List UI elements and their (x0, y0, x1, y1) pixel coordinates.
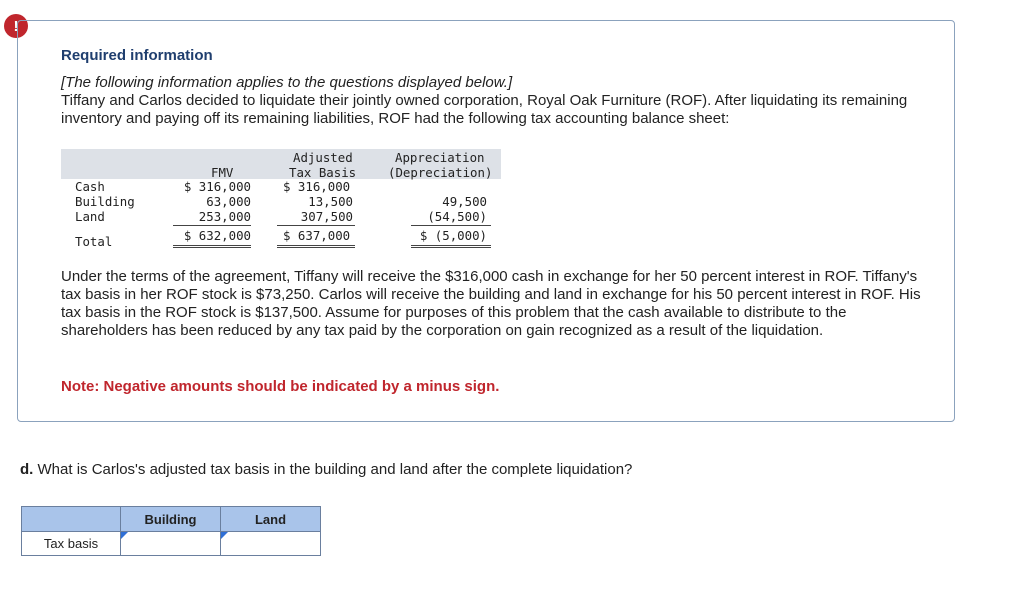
appr-total-rule-2 (411, 247, 491, 248)
row-label-tax-basis: Tax basis (22, 532, 121, 556)
building-basis: 13,500 (308, 194, 353, 209)
building-fmv: 63,000 (206, 194, 251, 209)
fmv-subtotal-rule (173, 225, 251, 226)
header-basis-line1: Adjusted (293, 150, 353, 165)
column-header-building: Building (121, 507, 221, 532)
negative-amount-note: Note: Negative amounts should be indicated by a minus sign. (61, 378, 500, 395)
total-basis: $ 637,000 (283, 228, 351, 243)
land-fmv: 253,000 (198, 209, 251, 224)
land-appr: (54,500) (427, 209, 487, 224)
alert-icon: ! (4, 14, 28, 38)
intro-italic: [The following information applies to the questions displayed below.] (61, 74, 513, 91)
input-marker-icon (221, 532, 228, 539)
agreement-paragraph: Under the terms of the agreement, Tiffany will receive the $316,000 cash in exchange for her 50 percent interest in ROF. Tiffany's tax basis in her ROF stock is $73,250. Carlos will receive the building and land in exchange for his 50 percent interest in ROF. His tax basis in the ROF stock is $137,500. Assume for purposes of this problem that the cash available to distribute to the shareholders has been reduced by any tax paid by the corporation on gain recognized as a result of the liquidation. (61, 268, 921, 339)
header-fmv: FMV (211, 165, 234, 180)
question-label: d. (20, 461, 34, 478)
input-marker-icon (121, 532, 128, 539)
fmv-total-rule-2 (173, 247, 251, 248)
basis-subtotal-rule (277, 225, 355, 226)
header-basis-line2: Tax Basis (289, 165, 357, 180)
header-appr-line1: Appreciation (395, 150, 485, 165)
row-label-land: Land (75, 209, 105, 224)
intro-paragraph: Tiffany and Carlos decided to liquidate their jointly owned corporation, Royal Oak Furniture (ROF). After liquidating its remaining inventory and paying off its remaining liabilities, ROF had the following tax accounting balance sheet: (61, 92, 908, 127)
land-basis: 307,500 (300, 209, 353, 224)
total-appr: $ (5,000) (419, 228, 487, 243)
question-d (20, 461, 632, 478)
required-info-title: Required information (61, 47, 213, 64)
appr-subtotal-rule (411, 225, 491, 226)
fmv-total-rule-1 (173, 245, 251, 246)
row-label-cash: Cash (75, 179, 105, 194)
building-tax-basis-input[interactable] (121, 533, 216, 554)
cash-basis: $ 316,000 (283, 179, 351, 194)
appr-total-rule-1 (411, 245, 491, 246)
balance-sheet-table (61, 149, 501, 249)
answer-table (21, 506, 321, 556)
building-tax-basis-cell (121, 532, 221, 556)
row-label-building: Building (75, 194, 135, 209)
question-text: What is Carlos's adjusted tax basis in the building and land after the complete liquidation? (33, 461, 633, 478)
land-tax-basis-input[interactable] (221, 533, 316, 554)
land-tax-basis-cell (221, 532, 321, 556)
basis-total-rule-1 (277, 245, 355, 246)
building-appr: 49,500 (442, 194, 487, 209)
total-fmv: $ 632,000 (183, 228, 251, 243)
row-label-total: Total (75, 234, 113, 249)
header-appr-line2: (Depreciation) (388, 165, 493, 180)
column-header-land: Land (221, 507, 321, 532)
answer-table-corner (22, 507, 121, 532)
cash-fmv: $ 316,000 (183, 179, 251, 194)
basis-total-rule-2 (277, 247, 355, 248)
intro-text (61, 74, 921, 128)
